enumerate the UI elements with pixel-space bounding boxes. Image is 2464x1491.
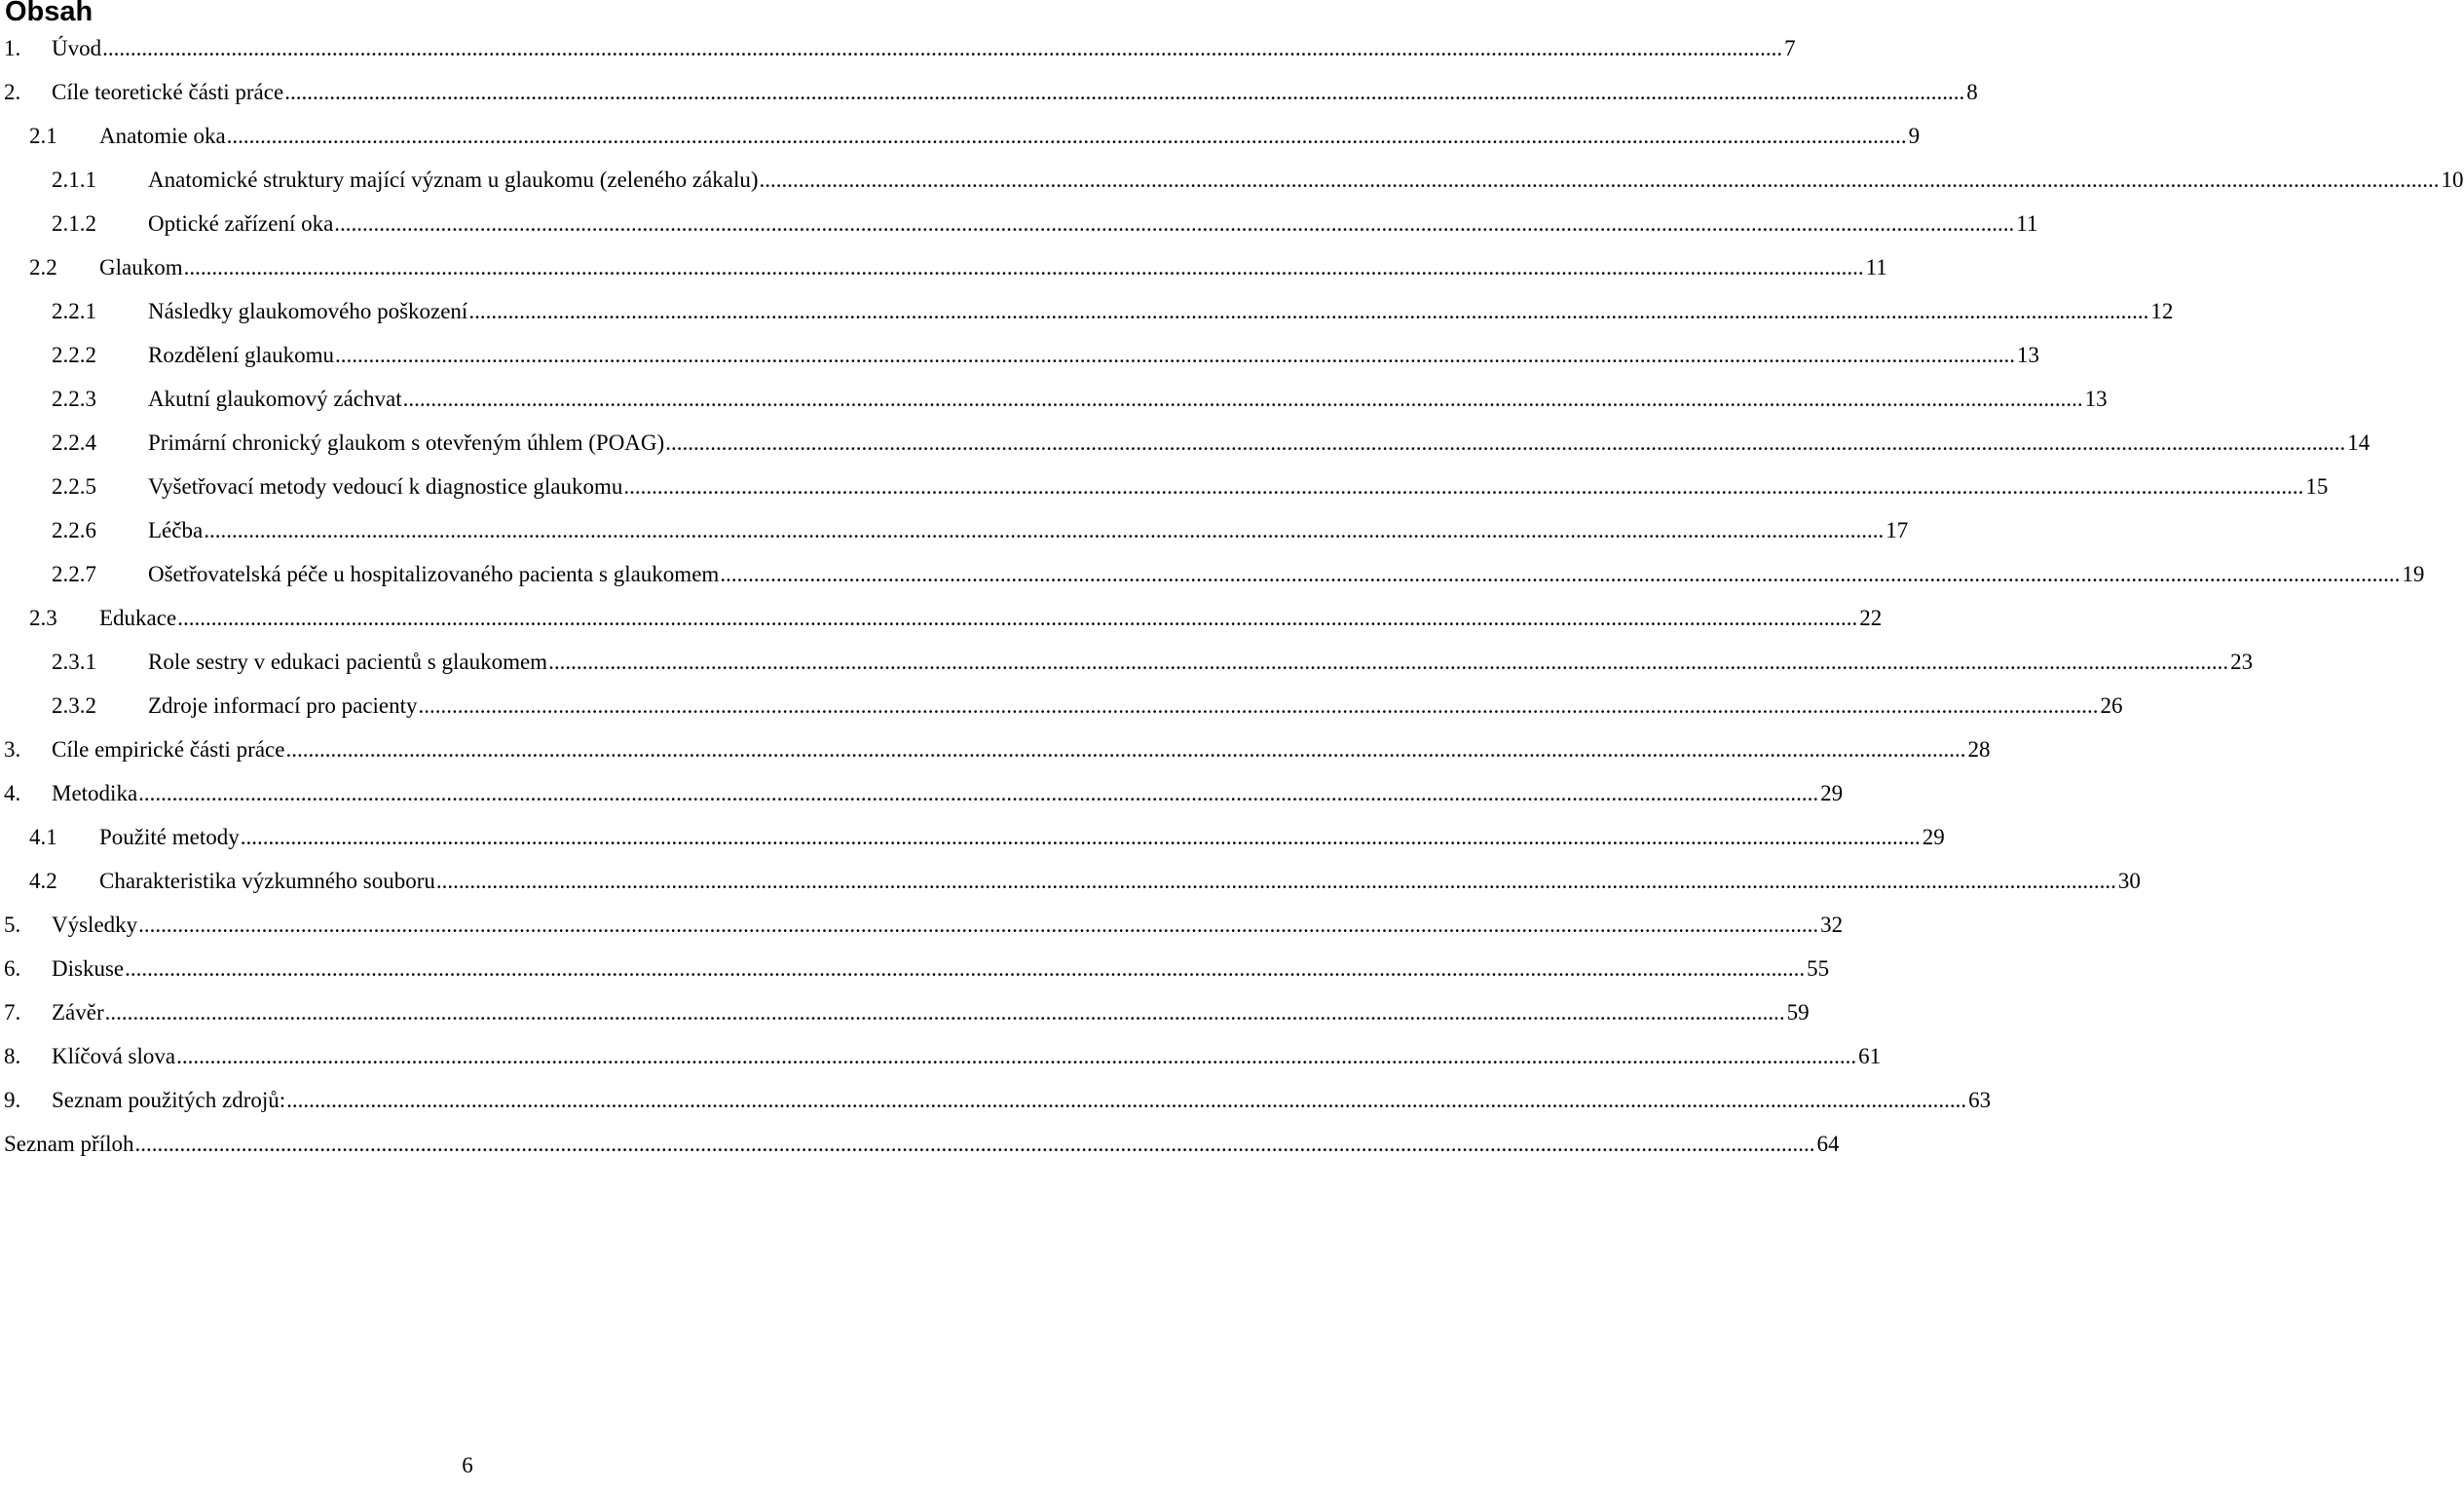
toc-entry-line xyxy=(52,1043,1882,1069)
toc-entry-title: Úvod xyxy=(52,35,102,60)
toc-entry-line xyxy=(52,736,1991,763)
toc-entry-number: 6. xyxy=(4,955,21,981)
toc-entry-title: Seznam použitých zdrojů: xyxy=(52,1087,286,1112)
toc-entry-line xyxy=(52,912,1844,938)
toc-entry-line xyxy=(148,167,2464,193)
toc-entry-title: Glaukom xyxy=(99,254,183,280)
toc-entry-number: 7. xyxy=(4,999,21,1025)
toc-entry-page: 26 xyxy=(2100,692,2123,718)
toc-entry[interactable] xyxy=(0,202,2038,245)
toc-entry[interactable] xyxy=(0,859,2141,903)
toc-entry-title: Seznam příloh xyxy=(4,1131,134,1156)
toc-entry-title: Diskuse xyxy=(52,955,125,981)
toc-entry[interactable] xyxy=(0,508,1909,552)
toc-entry-line xyxy=(52,1087,1992,1113)
dot-leader: ............................................................................................................................................................................................................................................................................................................ xyxy=(402,386,2083,411)
toc-entry-page: 63 xyxy=(1968,1087,1992,1112)
toc-entry[interactable] xyxy=(0,552,2425,596)
dot-leader: ............................................................................................................................................................................................................................................................................................................ xyxy=(435,868,2116,893)
toc-entry-page: 29 xyxy=(1922,824,1945,849)
toc-entry-line xyxy=(99,824,1945,850)
toc-entry[interactable] xyxy=(0,114,1921,158)
dot-leader: ............................................................................................................................................................................................................................................................................................................ xyxy=(335,342,2015,367)
toc-entry-number: 2.1.1 xyxy=(52,167,96,192)
toc-entry-number: 2.3.1 xyxy=(52,649,96,674)
toc-entry-title: Klíčová slova xyxy=(52,1043,176,1068)
toc-entry-title: Ošetřovatelská péče u hospitalizovaného pacienta s glaukomem xyxy=(148,561,720,586)
toc-entry-number: 2.2.7 xyxy=(52,561,96,586)
dot-leader: ............................................................................................................................................................................................................................................................................................................ xyxy=(240,824,1921,849)
dot-leader: ............................................................................................................................................................................................................................................................................................................ xyxy=(204,517,1885,542)
toc-entry[interactable] xyxy=(0,1034,1882,1078)
toc-entry-number: 2.3 xyxy=(29,605,57,630)
toc-entry-page: 28 xyxy=(1967,736,1991,762)
dot-leader: ............................................................................................................................................................................................................................................................................................................ xyxy=(285,736,1966,762)
toc-entry-page: 55 xyxy=(1807,955,1830,981)
toc-entry-page: 13 xyxy=(2084,386,2108,411)
toc-entry-line xyxy=(52,955,1830,982)
toc-entry-page: 12 xyxy=(2150,298,2174,323)
toc-entry-number: 2.1.2 xyxy=(52,210,96,236)
toc-entry-number: 2.3.2 xyxy=(52,692,96,718)
toc-entry-line xyxy=(148,473,2329,500)
toc-entry-number: 2.2.2 xyxy=(52,342,96,367)
toc-entry-number: 4.1 xyxy=(29,824,57,849)
toc-entry[interactable] xyxy=(0,815,1945,859)
toc-entry[interactable] xyxy=(0,727,1991,771)
toc-entry-line xyxy=(148,649,2254,675)
toc-entry-page: 23 xyxy=(2230,649,2254,674)
toc-entry-title: Edukace xyxy=(99,605,177,630)
toc-entry[interactable] xyxy=(0,903,1844,947)
toc-entry-page: 8 xyxy=(1966,79,1978,104)
toc-entry-title: Léčba xyxy=(148,517,204,542)
toc-entry[interactable] xyxy=(0,158,2464,202)
toc-entry[interactable] xyxy=(0,289,2174,333)
toc-entry[interactable] xyxy=(0,333,2039,377)
toc-entry-title: Charakteristika výzkumného souboru xyxy=(99,868,435,893)
toc-entry-title: Cíle teoretické části práce xyxy=(52,79,284,104)
toc-entry-page: 14 xyxy=(2347,429,2371,455)
toc-entry-page: 10 xyxy=(2441,167,2464,192)
toc-entry[interactable] xyxy=(0,596,1883,640)
toc-entry-page: 9 xyxy=(1908,123,1921,148)
toc-entry-title: Závěr xyxy=(52,999,104,1025)
toc-entry-title: Vyšetřovací metody vedoucí k diagnostice glaukomu xyxy=(148,473,623,499)
toc-entry-line xyxy=(4,1131,1840,1157)
toc-entry-page: 61 xyxy=(1858,1043,1882,1068)
toc-heading: Obsah xyxy=(5,0,93,27)
dot-leader: ............................................................................................................................................................................................................................................................................................................ xyxy=(138,780,1819,805)
toc-entry-number: 5. xyxy=(4,912,21,937)
dot-leader: ............................................................................................................................................................................................................................................................................................................ xyxy=(104,999,1785,1025)
toc-entry[interactable] xyxy=(0,70,1978,114)
toc-entry-line xyxy=(52,79,1978,105)
toc-entry[interactable] xyxy=(0,421,2371,465)
toc-entry-page: 11 xyxy=(2016,210,2038,236)
toc-entry-page: 59 xyxy=(1786,999,1810,1025)
dot-leader: ............................................................................................................................................................................................................................................................................................................ xyxy=(125,955,1806,981)
dot-leader: ............................................................................................................................................................................................................................................................................................................ xyxy=(134,1131,1815,1156)
dot-leader: ............................................................................................................................................................................................................................................................................................................ xyxy=(177,605,1858,630)
dot-leader: ............................................................................................................................................................................................................................................................................................................ xyxy=(176,1043,1857,1068)
toc-entry-page: 17 xyxy=(1885,517,1909,542)
toc-entry-line xyxy=(52,35,1796,61)
toc-entry[interactable] xyxy=(0,640,2254,684)
dot-leader: ............................................................................................................................................................................................................................................................................................................ xyxy=(759,167,2440,192)
dot-leader: ............................................................................................................................................................................................................................................................................................................ xyxy=(183,254,1864,280)
toc-entry-line xyxy=(52,780,1844,806)
toc-entry-number: 9. xyxy=(4,1087,21,1112)
toc-entry-title: Následky glaukomového poškození xyxy=(148,298,468,323)
toc-entry[interactable] xyxy=(0,377,2108,421)
toc-entry-line xyxy=(148,517,1909,543)
toc-entry[interactable] xyxy=(0,947,1830,990)
toc-entry-number: 2.2.4 xyxy=(52,429,96,455)
toc-entry-page: 15 xyxy=(2305,473,2329,499)
toc-entry-title: Cíle empirické části práce xyxy=(52,736,285,762)
toc-entry-title: Metodika xyxy=(52,780,138,805)
toc-entry-page: 22 xyxy=(1859,605,1883,630)
toc-entry-line xyxy=(148,298,2174,324)
toc-entry-title: Anatomické struktury mající význam u glaukomu (zeleného zákalu) xyxy=(148,167,759,192)
toc-entry-page: 19 xyxy=(2402,561,2425,586)
toc-entry-number: 2.2.6 xyxy=(52,517,96,542)
toc-entry-number: 4. xyxy=(4,780,21,805)
toc-entry-line xyxy=(99,254,1887,280)
toc-entry[interactable] xyxy=(0,1078,1992,1122)
toc-entry-page: 64 xyxy=(1816,1131,1840,1156)
toc-entry-page: 13 xyxy=(2017,342,2039,367)
dot-leader: ............................................................................................................................................................................................................................................................................................................ xyxy=(720,561,2401,586)
dot-leader: ............................................................................................................................................................................................................................................................................................................ xyxy=(665,429,2346,455)
toc-entry-line xyxy=(99,868,2141,894)
toc-entry-number: 2.2.3 xyxy=(52,386,96,411)
toc-entry-line xyxy=(148,561,2425,587)
toc-entry-number: 8. xyxy=(4,1043,21,1068)
dot-leader: ............................................................................................................................................................................................................................................................................................................ xyxy=(286,1087,1967,1112)
dot-leader: ............................................................................................................................................................................................................................................................................................................ xyxy=(334,210,2015,236)
toc-entry-line xyxy=(52,999,1810,1025)
toc-entry[interactable] xyxy=(0,684,2123,727)
toc-entry-number: 1. xyxy=(4,35,21,60)
toc-entry-title: Anatomie oka xyxy=(99,123,226,148)
toc-entry-number: 2.2.5 xyxy=(52,473,96,499)
toc-entry-number: 2. xyxy=(4,79,21,104)
toc-entry-title: Zdroje informací pro pacienty xyxy=(148,692,418,718)
toc-entry-line xyxy=(148,386,2108,412)
dot-leader: ............................................................................................................................................................................................................................................................................................................ xyxy=(418,692,2099,718)
toc-entry-title: Výsledky xyxy=(52,912,138,937)
toc-entry-title: Akutní glaukomový záchvat xyxy=(148,386,402,411)
dot-leader: ............................................................................................................................................................................................................................................................................................................ xyxy=(284,79,1965,104)
toc-entry-line xyxy=(99,605,1883,631)
toc-entry[interactable] xyxy=(0,1122,1840,1166)
toc-entry-page: 29 xyxy=(1820,780,1844,805)
toc-entry[interactable] xyxy=(0,771,1844,815)
toc-entry-number: 4.2 xyxy=(29,868,57,893)
toc-entry-title: Primární chronický glaukom s otevřeným úhlem (POAG) xyxy=(148,429,665,455)
toc-entry-number: 3. xyxy=(4,736,21,762)
dot-leader: ............................................................................................................................................................................................................................................................................................................ xyxy=(226,123,1907,148)
dot-leader: ............................................................................................................................................................................................................................................................................................................ xyxy=(623,473,2304,499)
toc-entry[interactable] xyxy=(0,26,1796,70)
toc-entry-title: Role sestry v edukaci pacientů s glaukomem xyxy=(148,649,548,674)
toc-entry-number: 2.2.1 xyxy=(52,298,96,323)
toc-entry-page: 32 xyxy=(1820,912,1844,937)
toc-entry-page: 7 xyxy=(1784,35,1796,60)
dot-leader: ............................................................................................................................................................................................................................................................................................................ xyxy=(138,912,1819,937)
toc-entry-number: 2.1 xyxy=(29,123,57,148)
toc-entry-title: Optické zařízení oka xyxy=(148,210,334,236)
dot-leader: ............................................................................................................................................................................................................................................................................................................ xyxy=(468,298,2149,323)
toc-entry-line xyxy=(148,342,2039,368)
table-of-contents xyxy=(0,26,2464,1166)
toc-entry-line xyxy=(148,429,2371,456)
toc-entry-page: 11 xyxy=(1865,254,1887,280)
toc-entry[interactable] xyxy=(0,465,2329,508)
dot-leader: ............................................................................................................................................................................................................................................................................................................ xyxy=(102,35,1783,60)
toc-entry-line xyxy=(148,210,2038,237)
dot-leader: ............................................................................................................................................................................................................................................................................................................ xyxy=(548,649,2229,674)
toc-entry[interactable] xyxy=(0,245,1887,289)
toc-entry[interactable] xyxy=(0,990,1810,1034)
toc-entry-line xyxy=(148,692,2123,719)
toc-entry-page: 30 xyxy=(2117,868,2141,893)
toc-entry-line xyxy=(99,123,1921,149)
toc-entry-title: Použité metody xyxy=(99,824,240,849)
page-number: 6 xyxy=(462,1453,473,1477)
toc-entry-number: 2.2 xyxy=(29,254,57,280)
toc-entry-title: Rozdělení glaukomu xyxy=(148,342,334,367)
